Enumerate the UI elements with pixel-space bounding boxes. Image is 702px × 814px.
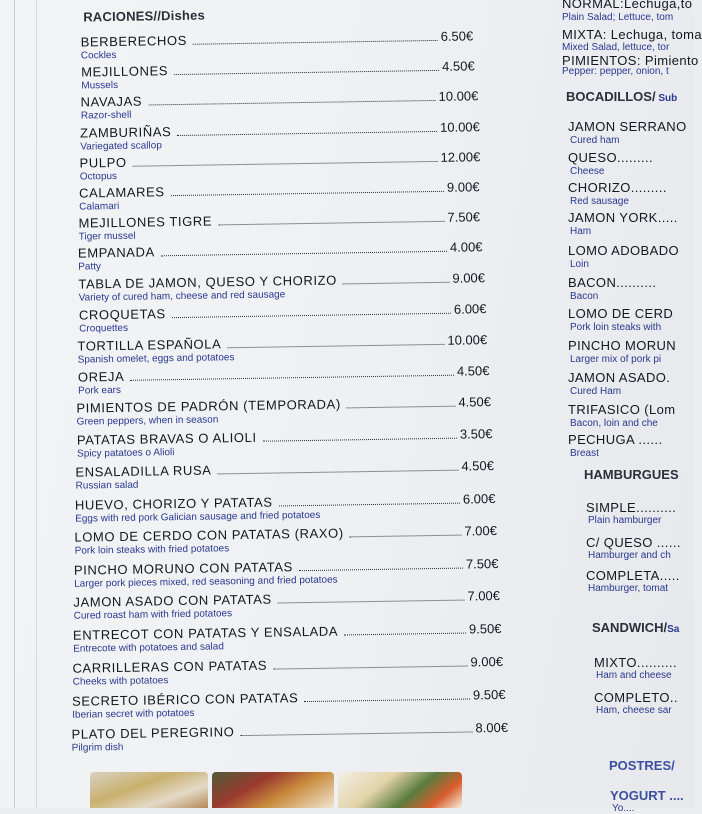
bocadillo-translation: Red sausage [570,196,629,207]
menu-item [53,177,513,213]
menu-item-name: TABLA DE JAMON, QUESO Y CHORIZO [78,272,337,292]
menu-item [60,652,520,688]
bocadillo-translation: Bacon, loin and che [570,418,658,429]
menu-item-translation: Razor-shell [80,109,132,122]
menu-item-price: 12.00€ [440,149,481,165]
sandwich-title: SANDWICH/Sa [592,620,680,635]
menu-item-translation: Green peppers, when in season [76,414,219,428]
menu-item-name: ENSALADILLA RUSA [75,462,212,480]
bocadillo-translation: Ham [570,226,592,237]
bocadillo-translation: Cured ham [570,135,620,146]
menu-item-name: CROQUETAS [78,306,166,323]
menu-item [60,619,520,655]
bocadillo-name: QUESO......... [568,150,654,165]
menu-item-price: 9.50€ [472,686,506,703]
bocadillos-subtitle: Sub [655,93,678,104]
bocadillo-translation: Bacon [570,291,599,302]
dot-leader [219,221,445,226]
menu-item-price: 3.50€ [459,426,493,442]
menu-item-price: 4.50€ [441,58,475,74]
menu-item-translation: Variety of cured ham, cheese and red sausage [78,289,286,304]
dot-leader [130,375,454,381]
bocadillo-translation: Larger mix of pork pi [570,354,662,365]
hamburger-name: SIMPLE.......... [586,500,677,515]
menu-item-price: 7.50€ [447,209,481,225]
menu-item-translation: Spanish omelet, eggs and potatoes [77,352,235,366]
menu-item-translation: Entrecote with potatoes and salad [73,641,224,655]
dot-leader [171,191,444,196]
menu-item-name: ZAMBURIÑAS [79,124,172,141]
bocadillo-translation: Pork loin steaks with [570,322,662,333]
menu-item-name: JAMON ASADO CON PATATAS [73,591,272,610]
raciones-column [50,0,533,808]
menu-item-name: PINCHO MORUNO CON PATATAS [73,559,293,578]
menu-item-price: 4.00€ [449,239,483,255]
menu-item [58,489,518,525]
menu-item-translation: Eggs with red pork Galician sausage and fried potatoes [75,509,321,525]
salad-translation: Plain Salad; Lettuce, tom [562,12,674,23]
menu-item-translation: Cheeks with potatoes [72,675,169,688]
menu-item-name: PULPO [79,154,127,171]
menu-item-translation: Iberian secret with potatoes [72,707,195,721]
bocadillo-name: LOMO ADOBADO [568,243,679,258]
dot-leader [193,40,438,45]
dot-leader [161,251,447,256]
right-column [562,0,702,814]
menu-item-name: MEJILLONES TIGRE [78,213,213,231]
menu-item-translation: Spicy patatoes o Alioli [77,447,175,460]
menu-item-name: SECRETO IBÉRICO CON PATATAS [71,690,299,709]
hamburgues-title: HAMBURGUES [584,467,679,482]
menu-item-name: TORTILLA ESPAÑOLA [77,336,222,354]
dot-leader [349,535,461,538]
sandwich-subtitle: Sa [667,624,680,635]
menu-item-price: 7.00€ [467,588,501,604]
bocadillo-name: JAMON SERRANO [568,119,687,134]
menu-item-name: OREJA [77,368,125,385]
dot-leader [304,698,470,702]
menu-item-price: 6.50€ [440,28,474,44]
menu-item-price: 7.00€ [464,523,498,539]
postres-title: POSTRES/ [609,758,675,773]
menu-item [56,392,516,428]
bocadillo-translation: Cured Ham [570,386,622,397]
menu-item-price: 8.00€ [475,719,509,736]
menu-item-price: 6.00€ [462,491,496,507]
sandwich-translation: Ham, cheese sar [596,705,672,716]
menu-item [61,718,521,754]
dot-leader [277,600,464,604]
bocadillo-name: CHORIZO......... [568,180,667,195]
dish-photo-3 [338,772,462,808]
menu-item-translation: Pork ears [78,384,122,397]
menu-item-translation: Patty [78,261,102,273]
menu-item-name: CALAMARES [78,184,165,201]
menu-item-name: PLATO DEL PEREGRINO [71,724,235,742]
menu-item-translation: Octopus [79,170,118,183]
menu-item-translation: Variegated scallop [80,140,162,153]
dot-leader [174,70,439,75]
dot-leader [299,568,463,572]
hamburger-translation: Plain hamburger [588,515,662,526]
menu-item-name: ENTRECOT CON PATATAS Y ENSALADA [72,623,339,643]
menu-item [53,207,513,243]
sandwich-translation: Ham and cheese [596,670,672,681]
salad-name: MIXTA: Lechuga, toma [562,27,702,42]
bocadillo-name: LOMO DE CERD [568,306,674,321]
salad-name: PIMIENTOS: Pimiento [562,53,699,68]
menu-item-name: NAVAJAS [80,93,143,110]
dessert-translation: Yo.... [612,803,635,814]
menu-item-price: 7.50€ [465,556,499,572]
menu-item-price: 9.00€ [446,179,480,195]
hamburger-name: COMPLETA..... [586,568,680,583]
menu-item-name: PATATAS BRAVAS O ALIOLI [76,429,257,448]
menu-item [57,456,517,492]
menu-item-translation: Croquettes [79,322,129,335]
menu-item-name: LOMO DE CERDO CON PATATAS (RAXO) [74,525,344,545]
menu-item-price: 10.00€ [447,332,488,348]
dish-photo-2 [212,772,334,808]
sandwich-name: MIXTO.......... [594,655,678,670]
page-fold-line [36,0,37,808]
menu-item-price: 9.00€ [470,653,504,670]
menu-item [59,554,519,590]
raciones-title: RACIONES//Dishes [83,7,206,25]
menu-item-price: 10.00€ [439,119,480,135]
menu-item-translation: Calamari [79,200,120,213]
menu-item [61,685,521,721]
menu-item-price: 9.00€ [452,270,486,286]
menu-item [51,26,511,62]
menu-item [59,586,519,622]
menu-item-translation: Tiger mussel [78,230,136,243]
bocadillo-name: PECHUGA ...... [568,432,663,447]
salad-translation: Mixed Salad, lettuce, tor [562,42,670,53]
dot-leader [344,633,466,636]
dot-leader [149,100,436,106]
menu-item [57,424,517,460]
dot-leader [342,282,449,285]
menu-item-name: EMPANADA [77,244,155,261]
menu-item-name: HUEVO, CHORIZO Y PATATAS [74,494,273,513]
sandwich-name: COMPLETO.. [594,690,678,705]
menu-item-translation: Cured roast ham with fried potatoes [73,608,233,622]
menu-item [51,86,511,122]
bocadillo-name: BACON.......... [568,275,657,290]
menu-item-price: 9.50€ [468,620,502,637]
dish-photo-1 [90,772,208,808]
menu-item-price: 6.00€ [453,301,487,317]
bocadillo-translation: Cheese [570,166,605,177]
menu-item [51,56,511,92]
dot-leader [274,666,468,670]
menu-item-price: 4.50€ [456,363,490,379]
bocadillos-title: BOCADILLOS/ Sub [566,89,678,104]
bocadillo-translation: Loin [570,259,589,270]
bocadillo-name: JAMON YORK..... [568,210,678,225]
menu-item-translation: Mussels [81,79,119,92]
bocadillo-name: TRIFASICO (Lom [568,402,676,417]
menu-item-translation: Pilgrim dish [71,741,124,754]
menu-item-price: 4.50€ [458,394,492,410]
hamburger-translation: Hamburger, tomat [588,583,669,594]
menu-item [54,268,514,304]
dot-leader [217,470,458,475]
hamburger-translation: Hamburger and ch [588,550,671,561]
menu-item-translation: Pork loin steaks with fried potatoes [74,543,230,557]
menu-item-name: MEJILLONES [81,63,169,80]
menu-item-translation: Cockles [80,49,117,62]
menu-item-translation: Larger pork pieces mixed, red seasoning and fried potatoes [74,574,338,590]
menu-item-name: BERBERECHOS [80,32,188,50]
menu-item-translation: Russian salad [75,479,139,492]
hamburger-name: C/ QUESO ...... [586,535,681,550]
bocadillo-name: PINCHO MORUN [568,338,677,353]
dot-leader [133,161,438,167]
dot-leader [279,503,460,507]
dot-leader [177,131,437,136]
salad-translation: Pepper: pepper, onion, t [562,66,669,77]
menu-item-price: 10.00€ [438,88,479,104]
dot-leader [346,406,455,409]
dot-leader [241,731,473,736]
menu-item [58,521,518,557]
dot-leader [227,344,444,348]
bocadillo-translation: Breast [570,448,599,459]
dot-leader [172,313,451,318]
menu-item-name: PIMIENTOS DE PADRÓN (TEMPORADA) [76,396,341,416]
salad-name: NORMAL:Lechuga,to [562,0,693,11]
menu-item-name: CARRILLERAS CON PATATAS [72,657,268,676]
page-edge-line [14,0,15,808]
yogurt-item: YOGURT .... [610,788,684,803]
menu-item-price: 4.50€ [461,458,495,474]
dot-leader [263,438,457,442]
bocadillo-name: JAMON ASADO. [568,370,671,385]
